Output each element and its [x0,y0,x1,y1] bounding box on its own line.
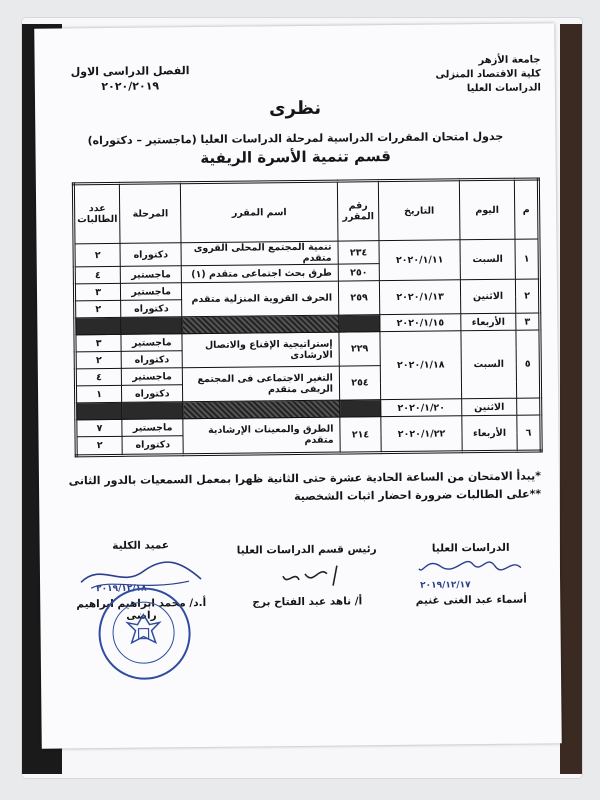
table-row [74,239,539,267]
grad-name: أسماء عبد الغنى غنيم [415,593,527,607]
row-date: ٢٠٢٠/١/٢٠ [381,399,462,417]
row-count: ٣ [74,283,120,300]
row-level: دكتوراه [120,243,181,267]
row-day: الاثنين [460,279,515,314]
redacted-cell [76,402,122,419]
row-date: ٢٠٢٠/١/١٨ [380,331,462,400]
dean-date: ٢٠١٩/١٢/١٨ [96,583,147,595]
table-row [75,330,540,352]
redacted-cell [340,400,381,417]
row-count: ٢ [76,437,122,456]
note-id-required: **على الطالبات ضرورة احضار اثبات الشخصية [294,487,542,504]
official-seal-stamp [98,587,191,680]
col-date: التاريخ [378,180,460,241]
table-header-row [73,179,539,244]
signature-scribble-icon [247,555,367,596]
note-exam-time: *يبدأ الامتحان من الساعة الحادية عشرة حتى الثانية ظهرا بمعمل السمعيات بالدور الثانى [68,469,542,488]
row-code: ٢١٤ [340,417,381,453]
row-course: الطرق والمعينات الإرشادية متقدم [183,417,340,455]
row-num: ٢ [515,279,539,313]
row-level: ماجستير [120,266,181,284]
row-day: الأربعاء [461,313,516,331]
row-course: إستراتيجية الإقناع والاتصال الارشادى [182,332,339,368]
row-code: ٢٢٩ [339,332,380,366]
row-level: ماجستير [122,368,183,386]
page-title: نظرى [268,97,322,120]
row-day: السبت [461,330,517,399]
row-code: ٢٥٩ [338,281,379,315]
row-course: الحرف القروية المنزلية متقدم [182,281,339,317]
row-level: ماجستير [122,419,183,437]
dean-name: أ.د/ محمد ابراهيم ابراهيم راضى [76,596,207,622]
col-level: المرحلة [120,183,182,244]
row-code: ٢٥٠ [338,264,379,281]
row-count: ٢ [75,300,121,317]
seal-inner-ring [112,601,175,664]
row-num: ١ [515,239,539,279]
grad-title: الدراسات العليا [431,541,510,555]
faculty-name: كلية الاقتصاد المنزلى [435,68,541,81]
row-course: تنمية المجتمع المحلى القروى متقدم [181,241,338,266]
redacted-cell [75,317,121,334]
row-level: ماجستير [121,334,182,352]
head-signature [232,555,382,597]
row-code: ٢٥٤ [339,366,380,400]
redacted-cell [339,315,380,332]
row-num: ٥ [516,330,541,398]
row-count: ٢ [75,351,121,368]
redacted-cell [182,315,339,334]
head-title: رئيس قسم الدراسات العليا [236,543,377,557]
row-date: ٢٠٢٠/١/١٥ [380,314,461,332]
row-level: دكتوراه [121,351,182,369]
semester-header [71,63,190,94]
row-count: ٤ [75,368,121,385]
row-course: التغير الاجتماعى فى المجتمع الريفى متقدم [183,366,340,402]
row-count: ٧ [76,419,122,437]
row-count: ٤ [74,266,120,283]
row-num: ٦ [517,415,541,451]
exam-schedule-table [72,177,543,457]
row-date: ٢٠٢٠/١/١٣ [379,280,460,315]
row-count: ١ [75,385,121,402]
col-course: اسم المقرر [181,181,338,243]
grad-signature [406,554,536,595]
row-count: ٣ [75,334,121,351]
redacted-cell [122,402,183,420]
head-signature-block [232,543,383,609]
col-day: اليوم [459,179,515,240]
grad-date: ٢٠١٩/١٢/١٧ [420,580,471,591]
semester-label: الفصل الدراسى الاول [70,64,190,79]
col-num: م [514,179,539,239]
grad-signature-block [406,542,537,607]
document-paper [34,23,562,748]
row-level: ماجستير [121,283,182,301]
head-name: أ/ ناهد عبد الفتاح برج [252,595,363,609]
col-count: عدد الطالبات [73,183,120,243]
row-code: ٢٣٤ [338,241,379,264]
row-course: طرق بحث اجتماعى متقدم (١) [181,264,338,283]
eagle-emblem-icon [113,602,174,663]
redacted-cell [121,317,182,335]
col-code: رقم المقرر [337,181,379,241]
redacted-cell [183,400,340,419]
office-name: الدراسات العليا [466,82,541,95]
row-level: دكتوراه [122,385,183,403]
table-row [74,279,539,301]
university-name: جامعة الأزهر [478,54,541,67]
dean-title: عميد الكلية [112,539,170,552]
row-level: دكتوراه [121,300,182,318]
page-subtitle: جدول امتحان المقررات الدراسية لمرحلة الدراسات العليا (ماجستير – دكتوراه) [87,129,504,148]
row-date: ٢٠٢٠/١/١١ [379,240,460,281]
background-right [560,24,582,774]
row-day: الاثنين [462,398,517,416]
department-title: قسم تنمية الأسرة الريفية [200,147,391,168]
row-count: ٢ [74,243,120,266]
row-level: دكتوراه [122,436,183,455]
institution-header [435,53,541,96]
row-day: السبت [460,239,515,280]
row-num [517,398,541,415]
row-day: الأربعاء [462,415,517,452]
academic-year: ٢٠٢٠/٢٠١٩ [101,79,160,94]
row-num: ٣ [516,313,540,330]
table-row [76,415,541,437]
row-date: ٢٠٢٠/١/٢٢ [381,416,462,453]
